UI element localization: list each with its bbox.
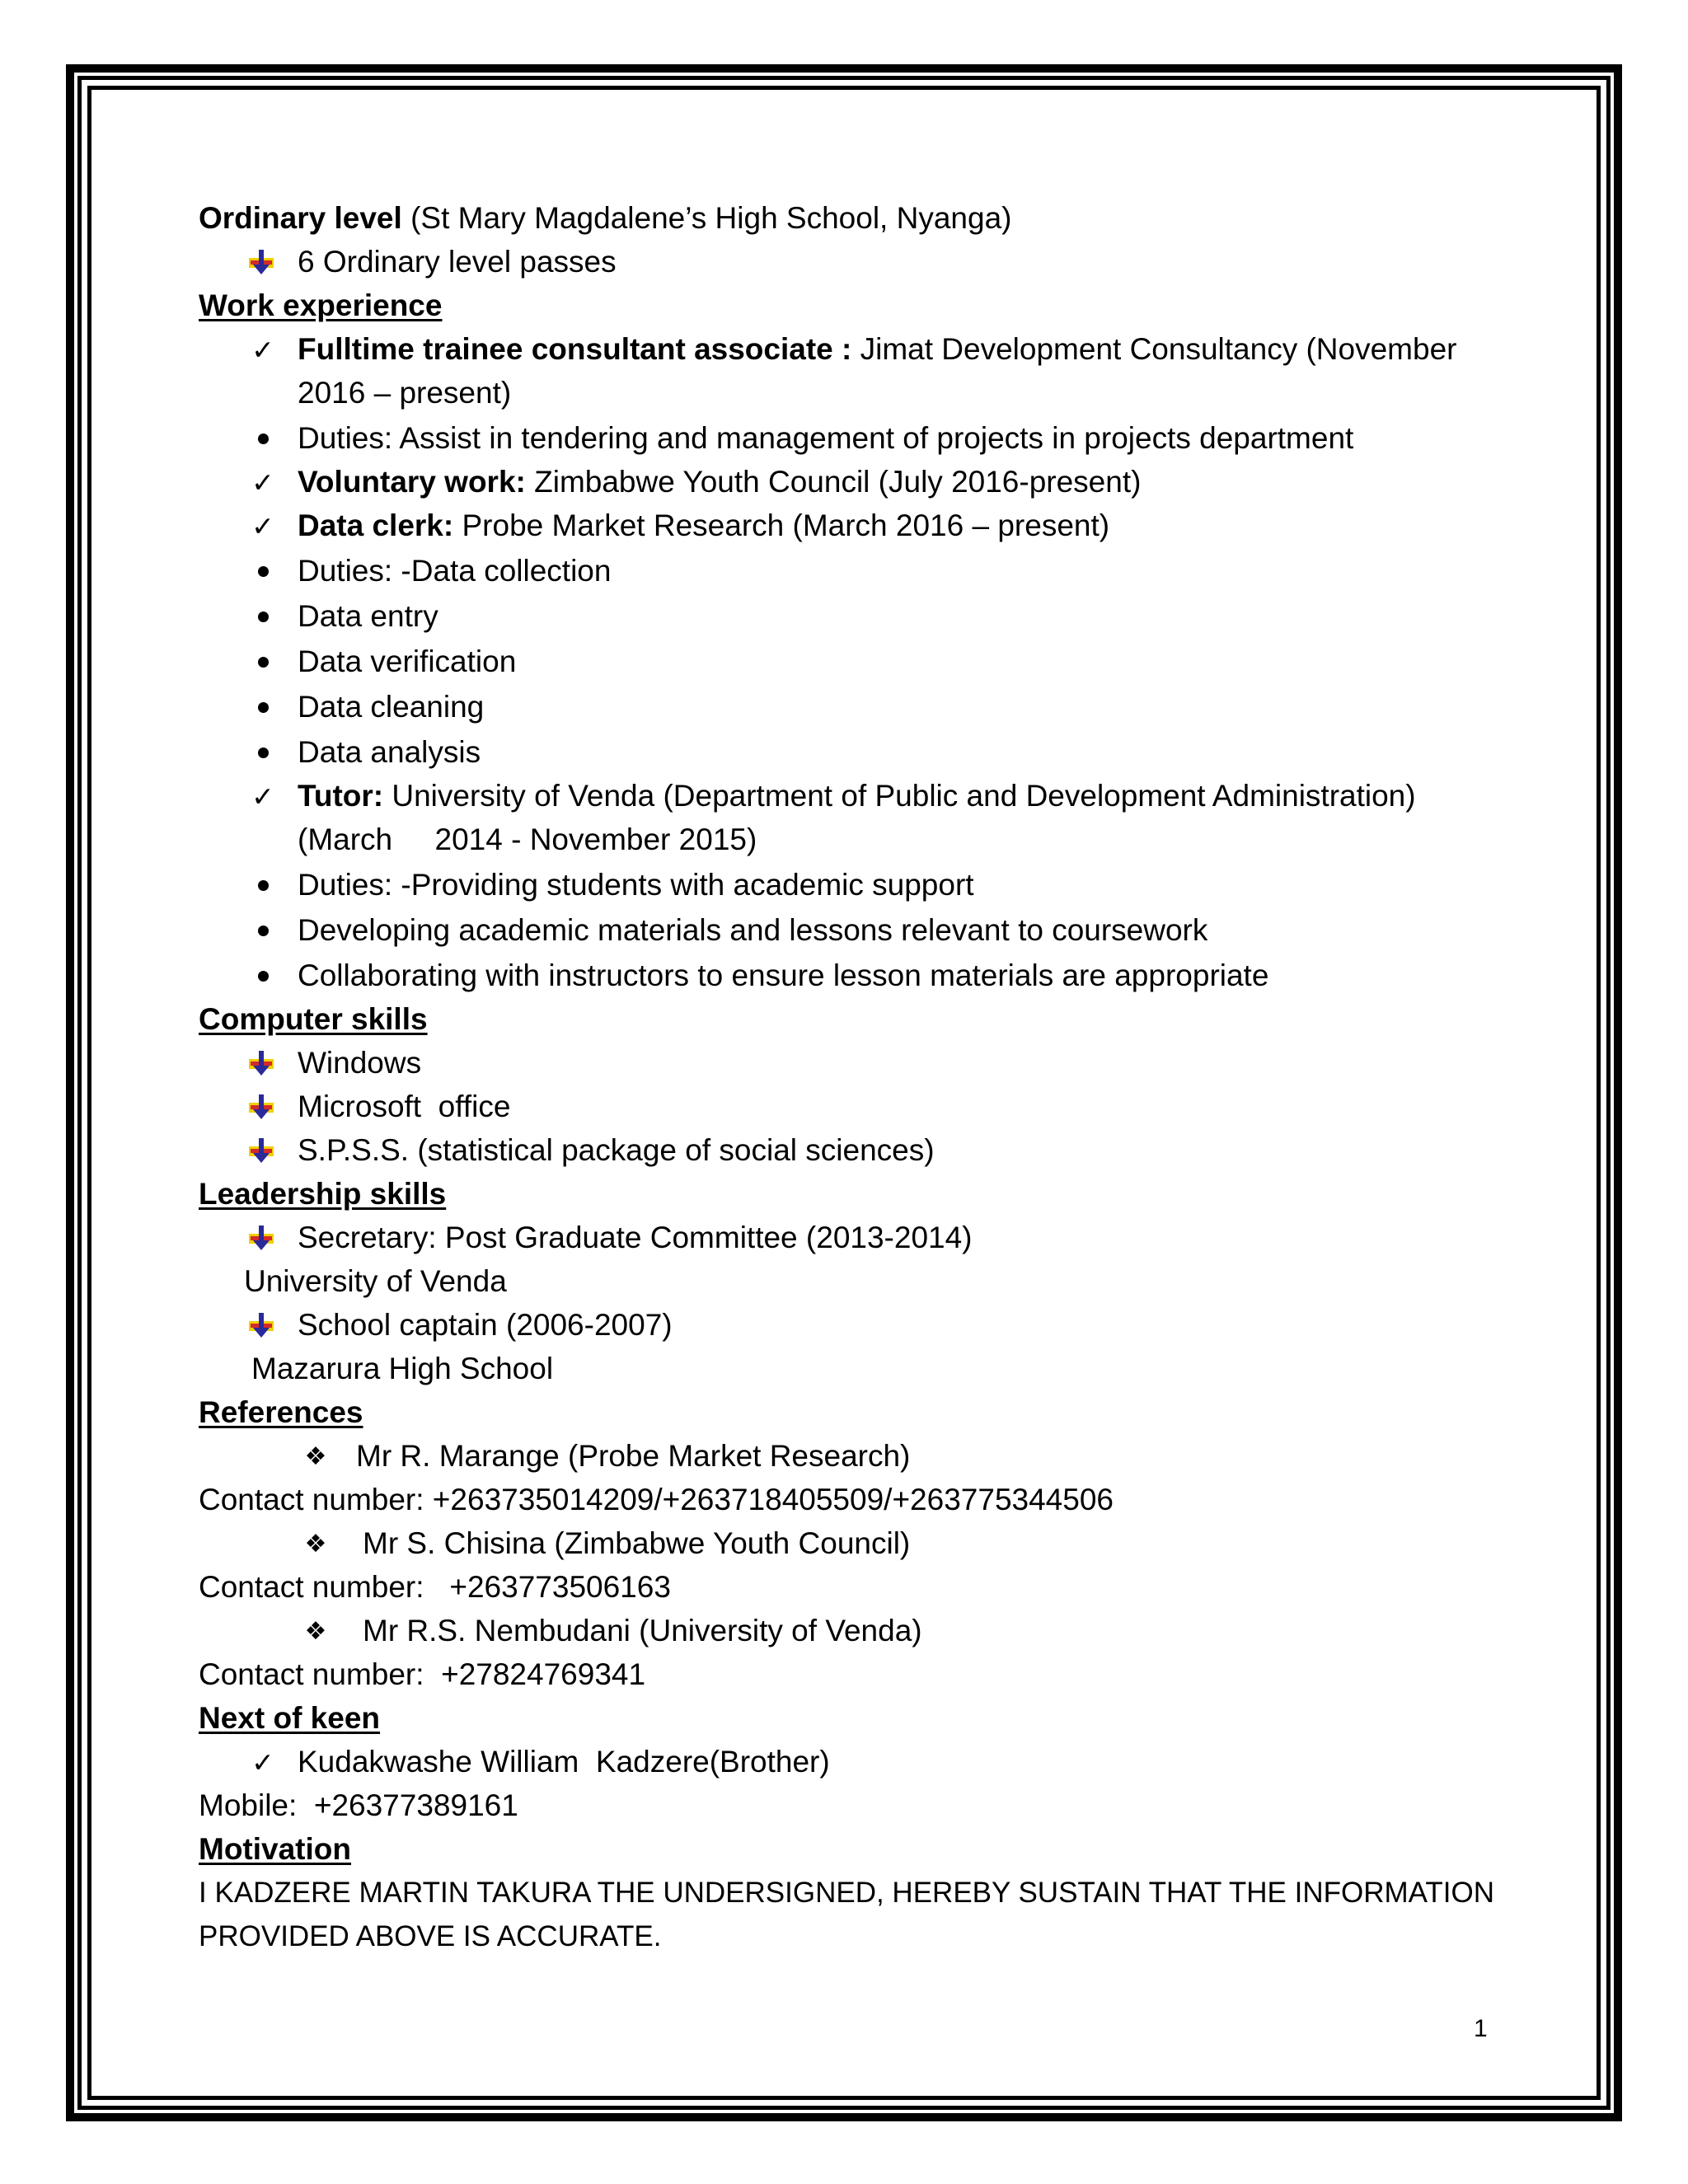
arrow-bullet-icon (245, 1132, 278, 1169)
job-data-clerk-org: Probe Market Research (March 2016 – present) (453, 509, 1110, 542)
ordinary-level-passes: 6 Ordinary level passes (298, 245, 617, 279)
diamond-bullet-icon: ❖ (304, 1529, 327, 1558)
data-clerk-duty: Duties: -Data collection (298, 554, 612, 588)
arrow-bullet-icon (245, 1307, 278, 1343)
leadership-skills-heading: Leadership skills (199, 1177, 447, 1211)
bullet-icon (246, 598, 279, 635)
job-consultant-dates: 2016 – present) (298, 376, 512, 410)
computer-skill-item: S.P.S.S. (statistical package of social sciences) (298, 1133, 935, 1167)
bullet-icon (246, 420, 279, 457)
diamond-bullet-icon: ❖ (304, 1616, 327, 1646)
ordinary-level-heading: Ordinary level (199, 201, 402, 235)
job-consultant-duties: Duties: Assist in tendering and management of projects in projects department (298, 421, 1354, 455)
checkmark-icon: ✓ (251, 509, 274, 542)
reference-contact: Contact number: +27824769341 (199, 1657, 646, 1691)
tutor-duty: Collaborating with instructors to ensure lesson materials are appropriate (298, 958, 1269, 992)
job-voluntary-title: Voluntary work: (298, 465, 526, 499)
job-data-clerk-title: Data clerk: (298, 509, 454, 542)
computer-skills-heading: Computer skills (199, 1002, 428, 1036)
reference-name: Mr S. Chisina (Zimbabwe Youth Council) (363, 1526, 911, 1560)
tutor-duty: Developing academic materials and lessons relevant to coursework (298, 913, 1208, 947)
data-clerk-duty: Data cleaning (298, 690, 485, 724)
leadership-item-org: University of Venda (244, 1264, 507, 1298)
checkmark-icon: ✓ (251, 780, 274, 813)
next-of-kin-name: Kudakwashe William Kadzere(Brother) (298, 1745, 830, 1779)
bullet-icon (246, 958, 279, 994)
next-of-kin-mobile: Mobile: +26377389161 (199, 1788, 518, 1822)
computer-skill-item: Windows (298, 1046, 422, 1080)
job-voluntary (298, 464, 1141, 500)
checkmark-icon: ✓ (251, 1746, 274, 1779)
computer-skill-item: Microsoft office (298, 1090, 511, 1123)
checkmark-icon: ✓ (251, 466, 274, 499)
job-tutor (298, 778, 1416, 814)
references-heading: References (199, 1395, 363, 1429)
bullet-icon (246, 553, 279, 589)
job-tutor-dates: (March 2014 - November 2015) (298, 823, 757, 856)
motivation-heading: Motivation (199, 1832, 351, 1866)
job-tutor-org: University of Venda (Department of Public and Development Administration) (383, 779, 1416, 813)
job-consultant-title: Fulltime trainee consultant associate : (298, 332, 852, 366)
data-clerk-duty: Data entry (298, 599, 438, 633)
job-voluntary-org: Zimbabwe Youth Council (July 2016-present) (525, 465, 1142, 499)
checkmark-icon: ✓ (251, 333, 274, 366)
bullet-icon (246, 912, 279, 949)
leadership-item: School captain (2006-2007) (298, 1308, 673, 1342)
bullet-icon (246, 867, 279, 903)
motivation-text-line: PROVIDED ABOVE IS ACCURATE. (199, 1920, 662, 1952)
reference-contact: Contact number: +263735014209/+263718405509/+263775344506 (199, 1483, 1114, 1516)
reference-name: Mr R. Marange (Probe Market Research) (356, 1439, 911, 1473)
tutor-duty: Duties: -Providing students with academic support (298, 868, 974, 902)
bullet-icon (246, 644, 279, 680)
leadership-item: Secretary: Post Graduate Committee (2013-2014) (298, 1221, 973, 1254)
ordinary-level-line (199, 200, 1011, 237)
reference-contact: Contact number: +263773506163 (199, 1570, 671, 1604)
job-data-clerk (298, 508, 1109, 544)
arrow-bullet-icon (245, 1089, 278, 1125)
bullet-icon (246, 689, 279, 725)
leadership-item-org: Mazarura High School (251, 1352, 554, 1385)
reference-name: Mr R.S. Nembudani (University of Venda) (363, 1614, 922, 1647)
data-clerk-duty: Data verification (298, 644, 517, 678)
arrow-bullet-icon (245, 244, 278, 280)
ordinary-level-school: (St Mary Magdalene’s High School, Nyanga) (401, 201, 1012, 235)
bullet-icon (246, 734, 279, 771)
arrow-bullet-icon (245, 1220, 278, 1256)
data-clerk-duty: Data analysis (298, 735, 481, 769)
page-number: 1 (1474, 2015, 1488, 2042)
job-consultant-org: Jimat Development Consultancy (November (851, 332, 1457, 366)
job-consultant (298, 331, 1456, 368)
work-experience-heading: Work experience (199, 288, 443, 322)
next-of-kin-heading: Next of keen (199, 1701, 381, 1735)
arrow-bullet-icon (245, 1045, 278, 1081)
job-tutor-title: Tutor: (298, 779, 384, 813)
motivation-text-line: I KADZERE MARTIN TAKURA THE UNDERSIGNED, HEREBY SUSTAIN THAT THE INFORMATION (199, 1877, 1494, 1909)
diamond-bullet-icon: ❖ (304, 1441, 327, 1471)
